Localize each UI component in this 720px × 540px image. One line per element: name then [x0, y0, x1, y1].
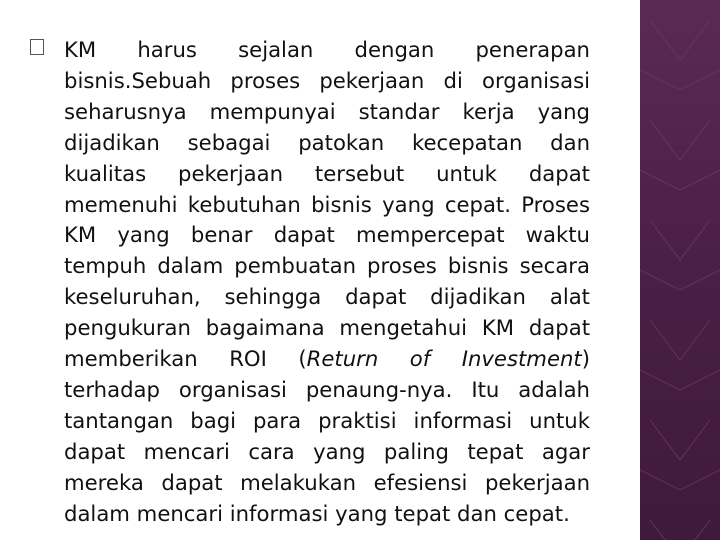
paragraph-text-after: ) terhadap organisasi penaung-nya. Itu adalah tantangan bagi para praktisi informasi untuk dapat mencari cara yang paling tepat agar mereka dapat melakukan efesiensi pekerjaan dalam mencari informasi yang tepat dan cepat. — [64, 346, 590, 526]
square-bullet-icon — [30, 39, 44, 55]
slide-content — [30, 35, 590, 530]
bullet-item — [30, 35, 590, 530]
paragraph-text-before: KM harus sejalan dengan penerapan bisnis.Sebuah proses pekerjaan di organisasi seharusnya mempunyai standar kerja yang dijadikan sebagai patokan kecepatan dan kualitas pekerjaan tersebut untuk dapat memenuhi kebutuhan bisnis yang cepat. Proses KM yang benar dapat mempercepat waktu tempuh dalam pembuatan proses bisnis secara keseluruhan, sehingga dapat dijadikan alat pengukuran bagaimana mengetahui KM dapat memberikan ROI ( — [64, 37, 590, 372]
decorative-sidebar — [640, 0, 720, 540]
paragraph-text-italic: Return of Investment — [306, 346, 582, 372]
body-paragraph — [64, 35, 590, 530]
sidebar-pattern — [640, 0, 720, 540]
